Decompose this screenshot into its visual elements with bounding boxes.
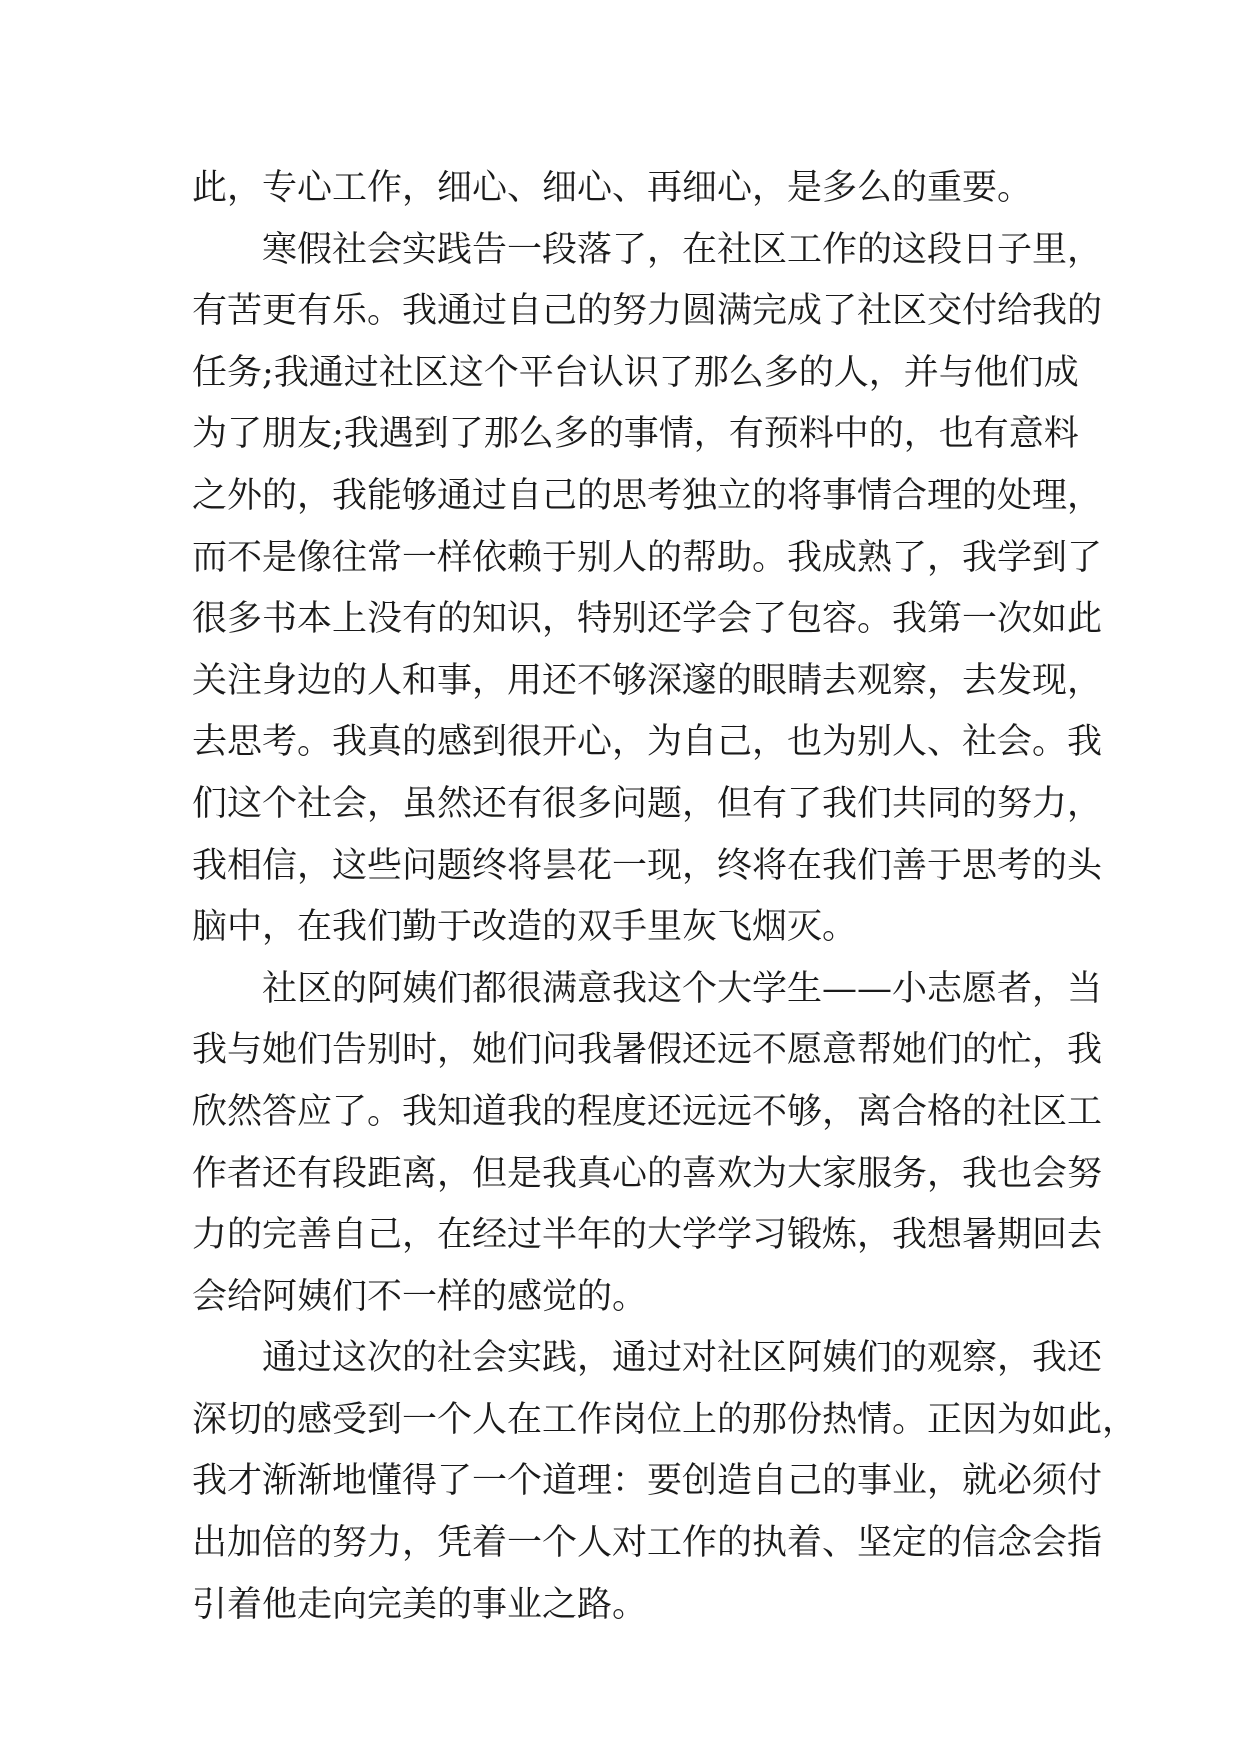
text-line: 为了朋友;我遇到了那么多的事情，有预料中的，也有意料 [192,414,1079,455]
text-line: 我与她们告别时，她们问我暑假还远不愿意帮她们的忙，我 [192,1030,1103,1071]
text-line: 脑中，在我们勤于改造的双手里灰飞烟灭。 [192,907,858,948]
text-line: 之外的，我能够通过自己的思考独立的将事情合理的处理， [192,475,1103,516]
text-line: 有苦更有乐。我通过自己的努力圆满完成了社区交付给我的 [192,291,1103,332]
text-line: 作者还有段距离，但是我真心的喜欢为大家服务，我也会努 [192,1153,1103,1194]
document-body [192,158,1138,1636]
text-line: 力的完善自己，在经过半年的大学学习锻炼，我想暑期回去 [192,1215,1103,1256]
text-line: 会给阿姨们不一样的感觉的。 [192,1276,648,1317]
text-line: 我相信，这些问题终将昙花一现，终将在我们善于思考的头 [192,845,1103,886]
text-line: 关注身边的人和事，用还不够深邃的眼睛去观察，去发现， [192,660,1103,701]
text-line: 出加倍的努力，凭着一个人对工作的执着、坚定的信念会指 [192,1523,1103,1564]
text-line: 此，专心工作，细心、细心、再细心，是多么的重要。 [192,168,1033,208]
text-line: 我才渐渐地懂得了一个道理：要创造自己的事业，就必须付 [192,1461,1103,1502]
text-line: 深切的感受到一个人在工作岗位上的那份热情。正因为如此， [192,1399,1138,1440]
text-line: 任务;我通过社区这个平台认识了那么多的人，并与他们成 [192,352,1079,393]
text-line: 而不是像往常一样依赖于别人的帮助。我成熟了，我学到了 [192,537,1103,578]
text-line: 社区的阿姨们都很满意我这个大学生——小志愿者，当 [262,968,1103,1009]
text-line: 去思考。我真的感到很开心，为自己，也为别人、社会。我 [192,722,1103,763]
text-line: 通过这次的社会实践，通过对社区阿姨们的观察，我还 [262,1338,1103,1379]
text-line: 欣然答应了。我知道我的程度还远远不够，离合格的社区工 [192,1091,1103,1132]
text-line: 寒假社会实践告一段落了，在社区工作的这段日子里， [262,229,1103,270]
text-line: 很多书本上没有的知识，特别还学会了包容。我第一次如此 [192,599,1103,640]
text-line: 引着他走向完美的事业之路。 [192,1584,648,1625]
text-line: 们这个社会，虽然还有很多问题，但有了我们共同的努力， [192,783,1103,824]
